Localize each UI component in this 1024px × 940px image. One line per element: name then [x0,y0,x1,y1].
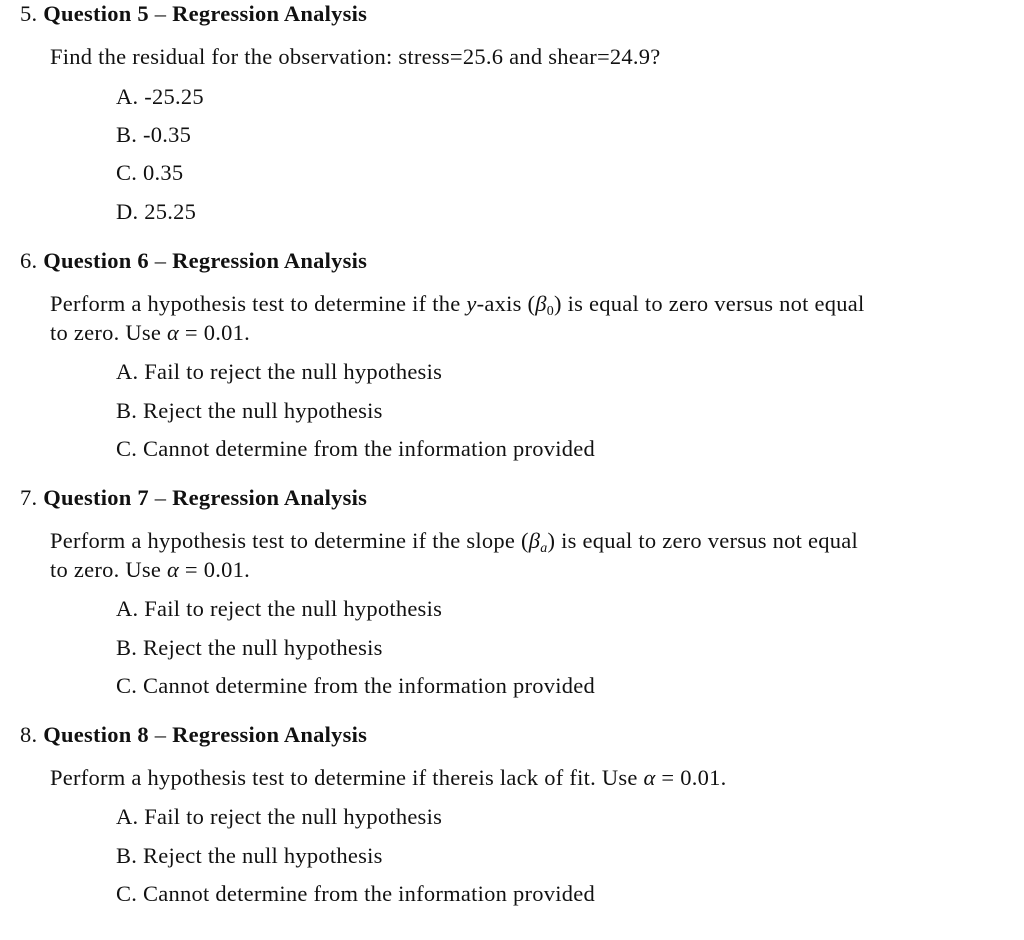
option-d: D. 25.25 [116,199,197,224]
option-a: A. Fail to reject the null hypothesis [116,596,443,621]
option-b: B. Reject the null hypothesis [116,635,383,660]
question-6-prompt: Perform a hypothesis test to determine if the y-axis $(\beta_0)$ is equal to zero versus not equal [50,291,865,319]
question-6-heading: 6. Question 6 – Regression Analysis [20,248,368,273]
option-b: B. Reject the null hypothesis [116,843,383,868]
option-a: A. Fail to reject the null hypothesis [116,359,443,384]
option-c: C. Cannot determine from the information provided [116,673,596,698]
option-b: B. Reject the null hypothesis [116,398,383,423]
question-6-prompt-line2: to zero. Use α = 0.01. [50,320,250,345]
question-7-prompt: Perform a hypothesis test to determine if the slope $(\beta_a)$ is equal to zero versus not equal [50,528,859,556]
option-c: C. 0.35 [116,160,184,185]
option-c: C. Cannot determine from the information provided [116,881,596,906]
question-7-prompt-line2: to zero. Use α = 0.01. [50,557,250,582]
question-7-heading: 7. Question 7 – Regression Analysis [20,485,368,510]
question-8-heading: 8. Question 8 – Regression Analysis [20,722,368,747]
option-c: C. Cannot determine from the information provided [116,436,596,461]
question-5-prompt: Find the residual for the observation: stress=25.6 and shear=24.9? [50,44,661,69]
option-a: A. Fail to reject the null hypothesis [116,804,443,829]
option-b: B. -0.35 [116,122,192,147]
option-a: A. -25.25 [116,84,204,109]
question-8-prompt: Perform a hypothesis test to determine if thereis lack of fit. Use α = 0.01. [50,765,727,790]
question-5-heading: 5. Question 5 – Regression Analysis [20,1,368,26]
